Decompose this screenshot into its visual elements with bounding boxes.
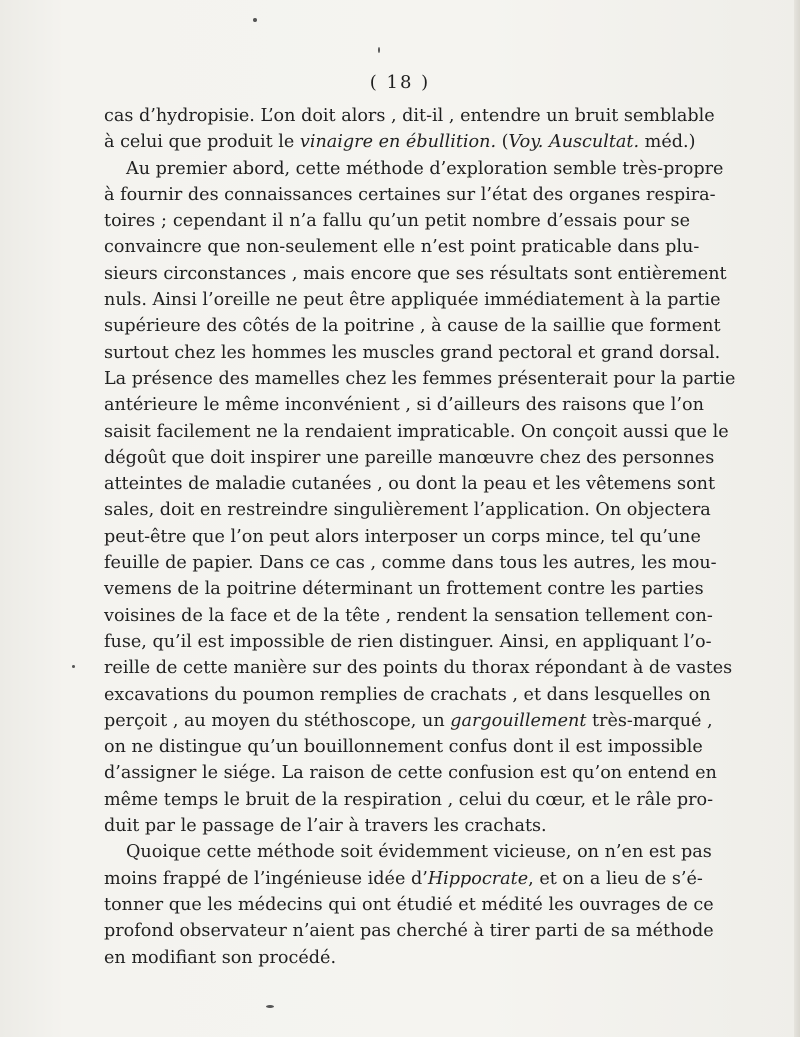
text-line	[104, 550, 717, 576]
text-run: en modifiant son procédé.	[104, 947, 337, 968]
page-number: ( 18 )	[369, 72, 431, 93]
text-line	[104, 445, 715, 471]
page-edge-shadow	[794, 0, 800, 1037]
text-run: perçoit , au moyen du stéthoscope, un	[104, 710, 451, 731]
text-line	[104, 524, 701, 550]
text-line	[104, 234, 700, 260]
text-line	[104, 261, 727, 287]
ink-speck	[253, 18, 257, 22]
text-run: feuille de papier. Dans ce cas , comme dans tous les autres, les mou-	[104, 553, 717, 574]
text-line	[104, 866, 703, 892]
text-line	[104, 892, 714, 918]
text-line	[104, 313, 721, 339]
text-line	[104, 471, 716, 497]
text-line	[104, 208, 690, 234]
italic-text: Hippocrate	[427, 868, 529, 889]
text-run: saisit facilement ne la rendaient impraticable. On conçoit aussi que le	[104, 421, 729, 442]
text-run: d’assigner le siége. La raison de cette confusion est qu’on entend en	[104, 763, 717, 784]
text-line	[104, 182, 716, 208]
text-run: Quoique cette méthode soit évidemment vicieuse, on n’en est pas	[126, 842, 712, 863]
text-run: dégoût que doit inspirer une pareille manœuvre chez des personnes	[104, 447, 715, 468]
text-line	[104, 629, 712, 655]
text-line	[104, 287, 721, 313]
text-run: sieurs circonstances , mais encore que ses résultats sont entièrement	[104, 263, 727, 284]
text-run: voisines de la face et de la tête , rendent la sensation tellement con-	[104, 605, 713, 626]
text-line	[104, 419, 729, 445]
text-line	[104, 156, 724, 182]
text-run: (	[496, 132, 509, 153]
text-line	[104, 497, 711, 523]
text-line	[104, 576, 704, 602]
text-run: vemens de la poitrine déterminant un frottement contre les parties	[104, 579, 704, 600]
text-line	[104, 787, 714, 813]
text-line	[104, 603, 713, 629]
text-run: nuls. Ainsi l’oreille ne peut être appliquée immédiatement à la partie	[104, 290, 721, 311]
text-run: toires ; cependant il n’a fallu qu’un petit nombre d’essais pour se	[104, 211, 690, 232]
text-run: peut-être que l’on peut alors interposer un corps mince, tel qu’une	[104, 526, 701, 547]
text-line	[104, 734, 703, 760]
text-run: on ne distingue qu’un bouillonnement confus dont il est impossible	[104, 737, 703, 758]
text-run: sales, doit en restreindre singulièrement l’application. On objectera	[104, 500, 711, 521]
ink-speck	[378, 47, 380, 53]
text-line	[104, 760, 717, 786]
text-run: excavations du poumon remplies de crachats , et dans lesquelles on	[104, 684, 711, 705]
text-run: à celui que produit le	[104, 132, 300, 153]
text-run: Au premier abord, cette méthode d’exploration semble très-propre	[126, 158, 724, 179]
italic-text: vinaigre en ébullition.	[299, 132, 497, 153]
text-line	[104, 918, 714, 944]
text-run: fuse, qu’il est impossible de rien distinguer. Ainsi, en appliquant l’o-	[104, 631, 712, 652]
text-run: supérieure des côtés de la poitrine , à cause de la saillie que forment	[104, 316, 721, 337]
text-run: même temps le bruit de la respiration , celui du cœur, et le râle pro-	[104, 789, 714, 810]
body-text	[104, 103, 736, 971]
ink-speck	[72, 665, 75, 668]
text-run: méd.)	[639, 132, 696, 153]
text-run: duit par le passage de l’air à travers les crachats.	[104, 816, 547, 837]
text-line	[104, 129, 696, 155]
text-line	[104, 103, 715, 129]
text-run: reille de cette manière sur des points du thorax répondant à de vastes	[104, 658, 733, 679]
text-run: profond observateur n’aient pas cherché à tirer parti de sa méthode	[104, 921, 714, 942]
text-line	[104, 655, 733, 681]
text-run: moins frappé de l’ingénieuse idée d’	[104, 868, 428, 889]
italic-text: Voy. Auscultat.	[508, 132, 640, 153]
text-run: La présence des mamelles chez les femmes présenterait pour la partie	[104, 368, 736, 389]
text-run: atteintes de maladie cutanées , ou dont la peau et les vêtemens sont	[104, 474, 716, 495]
text-run: tonner que les médecins qui ont étudié et médité les ouvrages de ce	[104, 894, 714, 915]
text-run: très-marqué ,	[586, 710, 713, 731]
text-run: antérieure le même inconvénient , si d’ailleurs des raisons que l’on	[104, 395, 704, 416]
text-run: convaincre que non-seulement elle n’est point praticable dans plu-	[104, 237, 700, 258]
text-line	[104, 366, 736, 392]
text-run: surtout chez les hommes les muscles grand pectoral et grand dorsal.	[104, 342, 721, 363]
text-line	[104, 813, 690, 839]
text-line	[104, 708, 713, 734]
italic-text: gargouillement	[450, 710, 587, 731]
text-line	[104, 839, 712, 865]
ink-speck	[266, 1005, 274, 1008]
text-run: , et on a lieu de s’é-	[528, 868, 703, 889]
text-line	[104, 392, 704, 418]
text-line	[104, 340, 721, 366]
text-line	[104, 945, 690, 971]
text-run: cas d’hydropisie. L’on doit alors , dit-il , entendre un bruit semblable	[104, 106, 715, 126]
text-run: à fournir des connaissances certaines sur l’état des organes respira-	[104, 184, 716, 205]
text-line	[104, 682, 711, 708]
